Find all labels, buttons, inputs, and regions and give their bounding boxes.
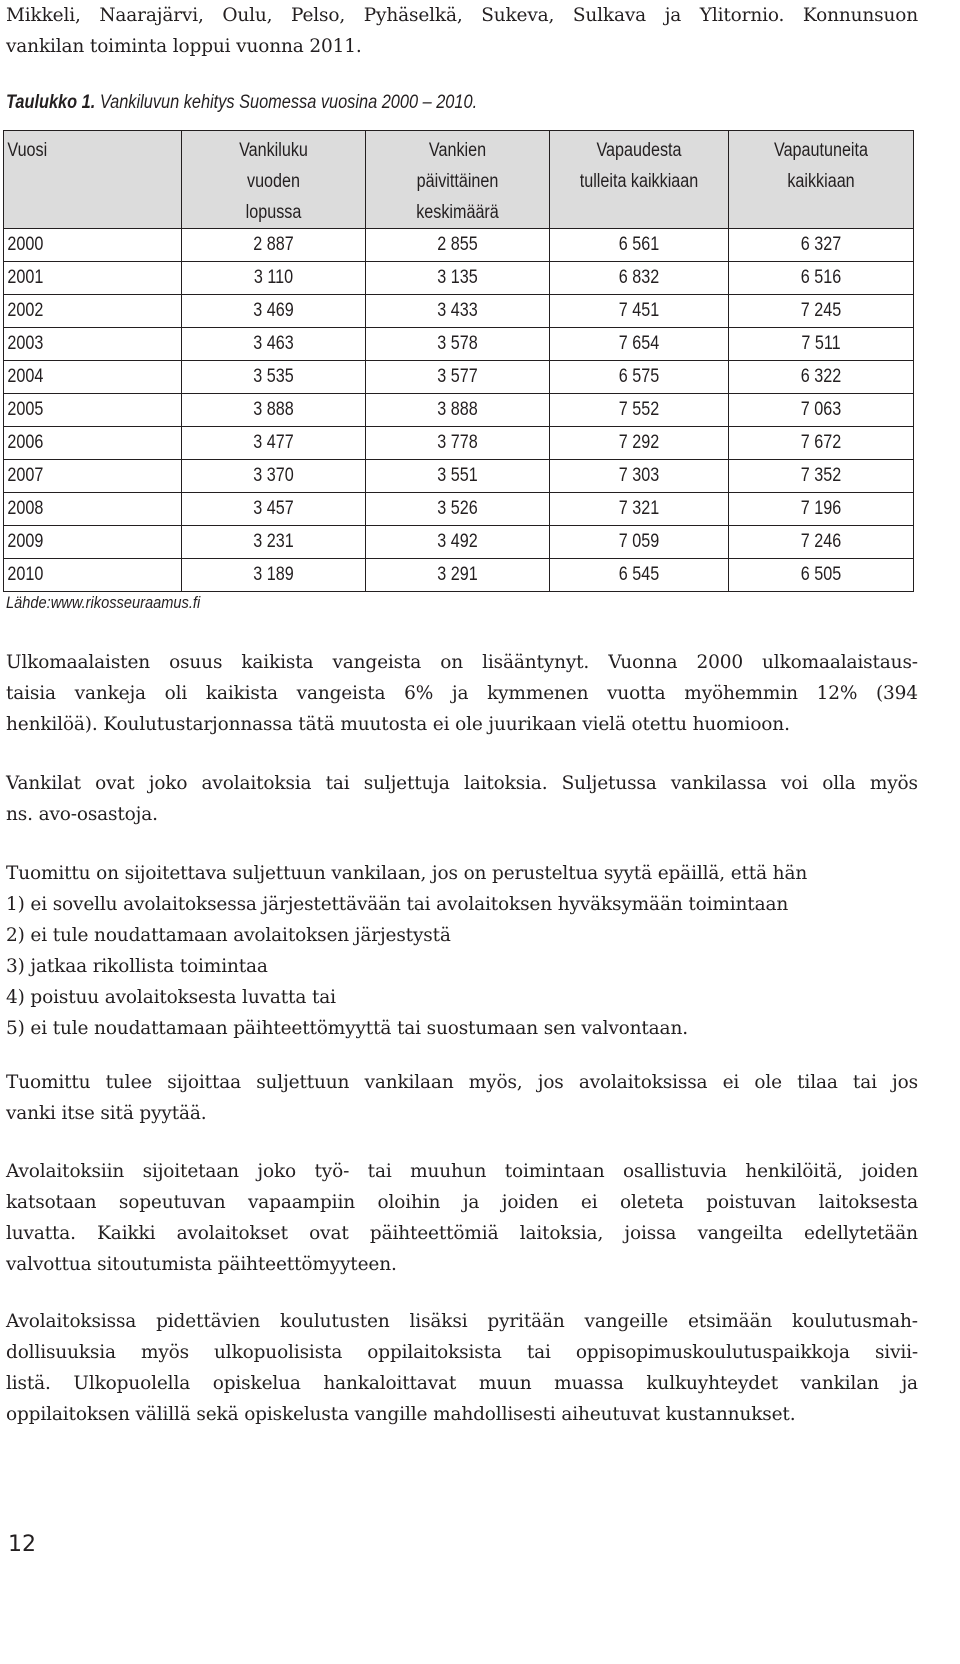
table-cell-value: 3 535 [182, 361, 366, 394]
paragraph-foreign-prisoners [6, 647, 918, 740]
word: Pelso, [291, 5, 346, 26]
column-header-year: Vuosi [4, 131, 182, 229]
table-cell-value: 7 672 [729, 427, 914, 460]
table-cell-value: 7 451 [550, 295, 729, 328]
list-item: 5) ei tule noudattamaan päihteettömyyttä tai suostumaan sen valvontaan. [6, 1018, 688, 1039]
table-caption-label: Taulukko 1. [6, 92, 96, 113]
table-row [4, 526, 914, 559]
table-cell-value: 3 433 [366, 295, 550, 328]
word: Sulkava [572, 5, 647, 26]
table-cell-value: 3 370 [182, 460, 366, 493]
table-row [4, 460, 914, 493]
table-cell-year: 2002 [4, 295, 182, 328]
table-row [4, 361, 914, 394]
paragraph-line: katsotaan sopeutuvan vapaampiin oloihin ja joiden ei oleteta poistuvan laitoksesta [6, 1192, 918, 1213]
table-cell-value: 2 855 [366, 229, 550, 262]
table-cell-value: 7 552 [550, 394, 729, 427]
word: Oulu, [222, 5, 273, 26]
intro-paragraph [6, 0, 918, 62]
paragraph-prisoner-request [6, 1067, 918, 1129]
table-cell-value: 3 578 [366, 328, 550, 361]
intro-line-1 [6, 0, 918, 31]
paragraph-line: listä. Ulkopuolella opiskelua hankaloittavat muun muassa kulkuyhteydet vankilan ja [6, 1373, 918, 1394]
paragraph-line: Tuomittu tulee sijoittaa suljettuun vankilaan myös, jos avolaitoksissa ei ole tilaa tai jos [6, 1072, 918, 1093]
table-cell-year: 2007 [4, 460, 182, 493]
table-cell-value: 7 654 [550, 328, 729, 361]
table-cell-value: 3 469 [182, 295, 366, 328]
word: Konnunsuon [802, 5, 918, 26]
word: Naarajärvi, [99, 5, 204, 26]
paragraph-line: Ulkomaalaisten osuus kaikista vangeista on lisääntynyt. Vuonna 2000 ulkomaalaistaus- [6, 652, 918, 673]
table-cell-value: 3 189 [182, 559, 366, 592]
table-source: Lähde:www.rikosseuraamus.fi [6, 593, 201, 612]
table-cell-value: 7 059 [550, 526, 729, 559]
table-cell-value: 3 291 [366, 559, 550, 592]
table-cell-year: 2003 [4, 328, 182, 361]
table-row [4, 427, 914, 460]
table-cell-value: 3 577 [366, 361, 550, 394]
list-item: 3) jatkaa rikollista toimintaa [6, 956, 268, 977]
table-cell-value: 2 887 [182, 229, 366, 262]
table-cell-value: 3 551 [366, 460, 550, 493]
word: Sukeva, [481, 5, 555, 26]
table-cell-value: 7 303 [550, 460, 729, 493]
paragraph-open-institutions [6, 1156, 918, 1280]
table-cell-value: 3 526 [366, 493, 550, 526]
table-row [4, 328, 914, 361]
table-cell-value: 3 463 [182, 328, 366, 361]
table-cell-value: 6 832 [550, 262, 729, 295]
table-cell-year: 2001 [4, 262, 182, 295]
prison-statistics-table-wrapper [3, 130, 914, 592]
table-cell-year: 2010 [4, 559, 182, 592]
table-cell-year: 2008 [4, 493, 182, 526]
list-item: 2) ei tule noudattamaan avolaitoksen järjestystä [6, 925, 451, 946]
table-cell-year: 2009 [4, 526, 182, 559]
table-cell-year: 2000 [4, 229, 182, 262]
table-row [4, 559, 914, 592]
table-row [4, 493, 914, 526]
table-cell-year: 2005 [4, 394, 182, 427]
word: Pyhäselkä, [363, 5, 463, 26]
paragraph-closed-prison-criteria [6, 858, 918, 1044]
table-cell-value: 6 575 [550, 361, 729, 394]
paragraph-prison-types [6, 768, 918, 830]
intro-line-2: vankilan toiminta loppui vuonna 2011. [6, 36, 362, 57]
table-header-row [4, 131, 914, 229]
table-cell-value: 3 888 [366, 394, 550, 427]
column-header-daily-average: Vankien päivittäinen keskimäärä [366, 131, 550, 229]
paragraph-line: ns. avo-osastoja. [6, 804, 158, 825]
paragraph-line: oppilaitoksen välillä sekä opiskelusta vangille mahdollisesti aiheutuvat kustannukset. [6, 1404, 796, 1425]
table-body [4, 229, 914, 592]
table-cell-value: 3 477 [182, 427, 366, 460]
table-caption [6, 92, 477, 114]
table-cell-value: 7 246 [729, 526, 914, 559]
list-item: 4) poistuu avolaitoksesta luvatta tai [6, 987, 336, 1008]
paragraph-line: Avolaitoksiin sijoitetaan joko työ- tai muuhun toimintaan osallistuvia henkilöitä, joiden [6, 1161, 918, 1182]
table-cell-value: 7 511 [729, 328, 914, 361]
table-cell-value: 6 561 [550, 229, 729, 262]
table-cell-year: 2006 [4, 427, 182, 460]
table-cell-value: 7 245 [729, 295, 914, 328]
paragraph-line: Vankilat ovat joko avolaitoksia tai suljettuja laitoksia. Suljetussa vankilassa voi olla myös [6, 773, 918, 794]
table-cell-value: 3 778 [366, 427, 550, 460]
paragraph-line: henkilöä). Koulutustarjonnassa tätä muutosta ei ole juurikaan vielä otettu huomioon. [6, 714, 790, 735]
paragraph-external-education [6, 1306, 918, 1430]
table-cell-value: 3 231 [182, 526, 366, 559]
table-row [4, 262, 914, 295]
table-cell-value: 3 457 [182, 493, 366, 526]
table-row [4, 394, 914, 427]
paragraph-line: dollisuuksia myös ulkopuolisista oppilaitoksista tai oppisopimuskoulutuspaikkoja sivii- [6, 1342, 918, 1363]
table-cell-value: 6 516 [729, 262, 914, 295]
word: ja [664, 5, 682, 26]
table-caption-text: Vankiluvun kehitys Suomessa vuosina 2000 – 2010. [99, 92, 478, 113]
table-cell-value: 7 196 [729, 493, 914, 526]
table-cell-value: 7 063 [729, 394, 914, 427]
table-cell-value: 3 110 [182, 262, 366, 295]
word: Ylitornio. [699, 5, 785, 26]
column-header-prisoners-year-end: Vankiluku vuoden lopussa [182, 131, 366, 229]
page-number: 12 [8, 1532, 36, 1557]
table-cell-value: 6 327 [729, 229, 914, 262]
table-cell-value: 3 888 [182, 394, 366, 427]
table-cell-value: 6 505 [729, 559, 914, 592]
table-cell-value: 3 135 [366, 262, 550, 295]
table-cell-value: 6 545 [550, 559, 729, 592]
prison-statistics-table [3, 130, 914, 592]
paragraph-line: valvottua sitoutumista päihteettömyyteen. [6, 1254, 397, 1275]
paragraph-line: Avolaitoksissa pidettävien koulutusten lisäksi pyritään vangeille etsimään koulutusmah- [6, 1311, 918, 1332]
table-cell-value: 7 321 [550, 493, 729, 526]
table-row [4, 295, 914, 328]
word: Mikkeli, [6, 5, 81, 26]
table-cell-year: 2004 [4, 361, 182, 394]
column-header-admitted-total: Vapaudesta tulleita kaikkiaan [550, 131, 729, 229]
paragraph-line: luvatta. Kaikki avolaitokset ovat päihteettömiä laitoksia, joissa vangeilta edellytetään [6, 1223, 918, 1244]
list-item: 1) ei sovellu avolaitoksessa järjestettävään tai avolaitoksen hyväksymään toimintaan [6, 894, 789, 915]
paragraph-line: vanki itse sitä pyytää. [6, 1103, 207, 1124]
table-cell-value: 3 492 [366, 526, 550, 559]
paragraph-line: taisia vankeja oli kaikista vangeista 6% ja kymmenen vuotta myöhemmin 12% (394 [6, 683, 918, 704]
paragraph-line: Tuomittu on sijoitettava suljettuun vankilaan, jos on perusteltua syytä epäillä, että hän [6, 863, 808, 884]
table-cell-value: 7 292 [550, 427, 729, 460]
table-cell-value: 6 322 [729, 361, 914, 394]
table-row [4, 229, 914, 262]
table-cell-value: 7 352 [729, 460, 914, 493]
column-header-released-total: Vapautuneita kaikkiaan [729, 131, 914, 229]
